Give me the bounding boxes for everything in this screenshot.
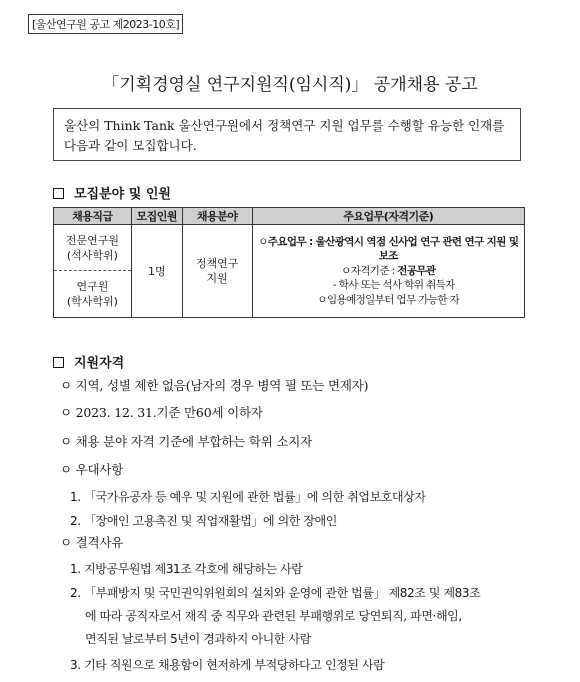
headcount-cell: 1명 <box>131 225 182 318</box>
table-header-cell: 채용분야 <box>182 208 252 225</box>
duty-main: ㅇ주요업무 : 울산광역시 역점 신사업 연구 관련 연구 지원 및 보조 <box>258 235 519 263</box>
disqualification-item: 1. 지방공무원법 제31조 각호에 해당하는 사람 <box>70 562 303 576</box>
duty-qualification: ㅇ자격기준 : 전공무관 <box>341 264 436 277</box>
intro-box <box>53 108 521 161</box>
preference-item: 1. 「국가유공자 등 예우 및 지원에 관한 법률」에 의한 취업보호대상자 <box>70 490 426 504</box>
eligibility-item: ㅇ 2023. 12. 31.기준 만60세 이하자 <box>60 405 263 420</box>
position-title: 연구원 <box>76 280 109 293</box>
notice-number: [울산연구원 공고 제2023-10호] <box>28 14 183 34</box>
section-heading-recruitment <box>53 183 171 202</box>
section-heading-text: 지원자격 <box>74 356 125 371</box>
disqualification-item: 2. 「부패방지 및 국민권익위원회의 설치와 운영에 관한 법률」 제82조 및 제83조 <box>70 586 481 600</box>
disqualification-item-cont: 면직된 날로부터 5년이 경과하지 아니한 사람 <box>85 632 311 646</box>
duties-cell <box>252 225 524 318</box>
table-header-cell: 주요업무(자격기준) <box>252 208 524 225</box>
disqualification-heading: ㅇ 결격사유 <box>60 535 124 550</box>
table-row <box>54 225 525 318</box>
eligibility-item: ㅇ 지역, 성별 제한 없음(남자의 경우 병역 필 또는 면제자) <box>60 378 369 393</box>
table-header-cell: 채용직급 <box>54 208 132 225</box>
field-cell: 정책연구 지원 <box>182 225 252 318</box>
intro-text: 울산의 Think Tank 울산연구원에서 정책연구 지원 업무를 수행할 유능한 인재를 다음과 같이 모집합니다. <box>64 118 505 153</box>
duty-main-text: 울산광역시 역점 신사업 연구 관련 연구 지원 및 보조 <box>315 235 519 263</box>
page-title: 「기획경영실 연구지원직(임시직)」 공개채용 공고 <box>102 75 478 95</box>
recruitment-table <box>53 207 525 318</box>
preference-item: 2. 「장애인 고용촉진 및 직업재활법」에 의한 장애인 <box>70 514 337 528</box>
qual-label: 자격기준 : <box>350 264 398 277</box>
duty-qualification-sub: - 학사 또는 석사 학위 취득자 <box>332 279 455 292</box>
position-cell <box>54 225 132 318</box>
table-header-row <box>54 208 525 225</box>
section-heading-eligibility <box>53 352 124 371</box>
eligibility-item: ㅇ 우대사항 <box>60 462 124 477</box>
section-heading-text: 모집분야 및 인원 <box>74 187 171 202</box>
position-researcher <box>54 271 131 317</box>
position-degree: (학사학위) <box>66 295 118 308</box>
position-title: 전문연구원 <box>65 233 119 247</box>
duty-main-label: 주요업무 : <box>267 235 316 248</box>
eligibility-item: ㅇ 채용 분야 자격 기준에 부합하는 학위 소지자 <box>60 434 313 449</box>
position-degree: (석사학위) <box>66 248 118 262</box>
square-bullet-icon <box>53 188 64 199</box>
disqualification-item: 3. 기타 직원으로 채용함이 현저하게 부적당하다고 인정된 사람 <box>70 658 385 672</box>
disqualification-item-cont: 에 따라 공직자로서 재직 중 직무와 관련된 부패행위로 당연퇴직, 파면·해임, <box>85 609 462 623</box>
square-bullet-icon <box>53 357 64 368</box>
position-senior <box>54 225 131 271</box>
table-header-cell: 모집인원 <box>131 208 182 225</box>
qual-text: 전공무관 <box>397 264 436 277</box>
start-text: 임용예정일부터 업무 가능한 자 <box>326 293 460 306</box>
duty-start: ㅇ임용예정일부터 업무 가능한 자 <box>317 293 460 306</box>
